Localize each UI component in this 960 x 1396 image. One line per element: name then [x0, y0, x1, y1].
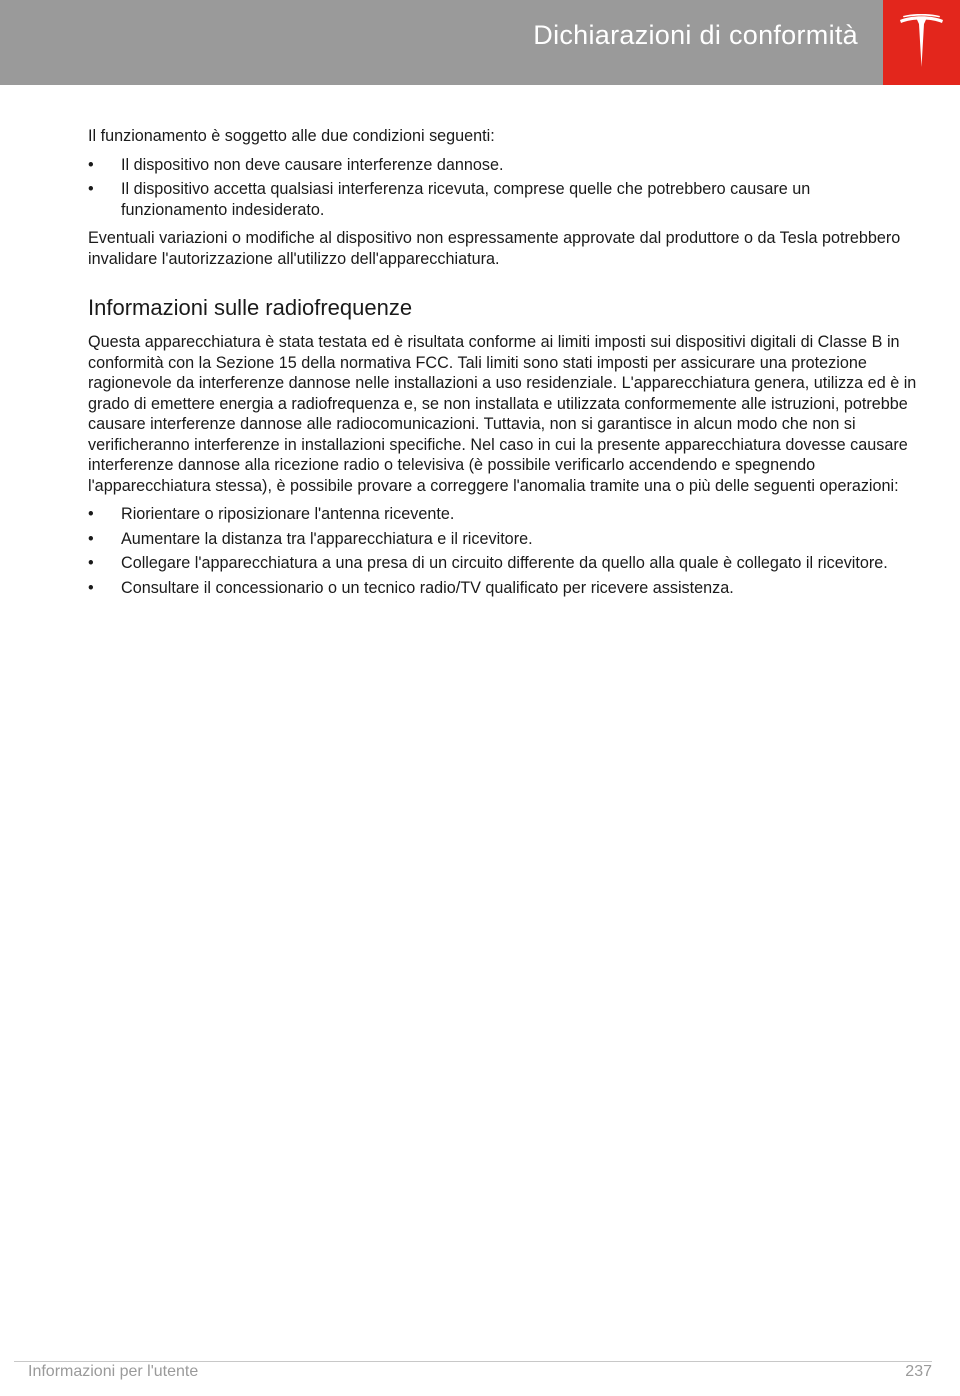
list-item-text: Consultare il concessionario o un tecnico radio/TV qualificato per ricevere assistenza. [121, 578, 734, 597]
intro-paragraph: Il funzionamento è soggetto alle due condizioni seguenti: [88, 127, 495, 145]
list-item-text: Il dispositivo non deve causare interferenze dannose. [121, 155, 504, 174]
bullet-glyph: • [88, 155, 94, 174]
footer-divider [14, 1361, 932, 1362]
list-item [88, 553, 918, 574]
header-band [0, 0, 883, 85]
bullet-glyph: • [88, 578, 94, 597]
tesla-logo-icon [899, 14, 944, 68]
page-number: 237 [905, 1363, 932, 1380]
list-item [88, 155, 918, 176]
bullet-glyph: • [88, 180, 94, 198]
list-item [88, 578, 918, 599]
bullet-glyph: • [88, 505, 94, 523]
bullet-glyph: • [88, 554, 94, 572]
conditions-list [88, 155, 918, 221]
logo-box [883, 0, 960, 85]
list-item-text: Collegare l'apparecchiatura a una presa di un circuito differente da quello alla quale è collegato il ricevitore. [121, 554, 888, 572]
section-heading: Informazioni sulle radiofrequenze [88, 295, 413, 320]
modification-note: Eventuali variazioni o modifiche al dispositivo non espressamente approvate dal produttore o da Tesla potrebbero invalidare l'autorizzazione all'utilizzo dell'apparecchiatura. [88, 229, 901, 268]
footer-section-name: Informazioni per l'utente [28, 1363, 199, 1380]
list-item-text: Riorientare o riposizionare l'antenna ricevente. [121, 505, 455, 523]
list-item-text: Aumentare la distanza tra l'apparecchiatura e il ricevitore. [121, 529, 533, 548]
bullet-glyph: • [88, 529, 94, 548]
page-content [88, 126, 918, 606]
list-item [88, 529, 918, 550]
list-item [88, 179, 918, 220]
section-body: Questa apparecchiatura è stata testata ed è risultata conforme ai limiti imposti sui dispositivi digitali di Classe B in conformità con la Sezione 15 della normativa FCC. Tali limiti sono stati imposti per assicurare una protezione ragionevole da interferenze dannose nelle installazioni a uso residenziale. L'apparecchiatura genera, utilizza ed è in grado di emettere energia a radiofrequenza e, se non installata e utilizzata conformemente alle istruzioni, potrebbe causare interferenze dannose alle radiocomunicazioni. Tuttavia, non si garantisce in alcun modo che non si verificheranno interferenze in installazioni specifiche. Nel caso in cui la presente apparecchiatura dovesse causare interferenze dannose alla ricezione radio o televisiva (è possibile verificarlo accendendo e spegnendo l'apparecchiatura stessa), è possibile provare a correggere l'anomalia tramite una o più delle seguenti operazioni: [88, 333, 917, 495]
list-item [88, 504, 918, 525]
remedies-list [88, 504, 918, 598]
list-item-text: Il dispositivo accetta qualsiasi interferenza ricevuta, comprese quelle che potrebbero causare un funzionamento indesiderato. [121, 180, 811, 219]
page-title: Dichiarazioni di conformità [533, 20, 858, 50]
